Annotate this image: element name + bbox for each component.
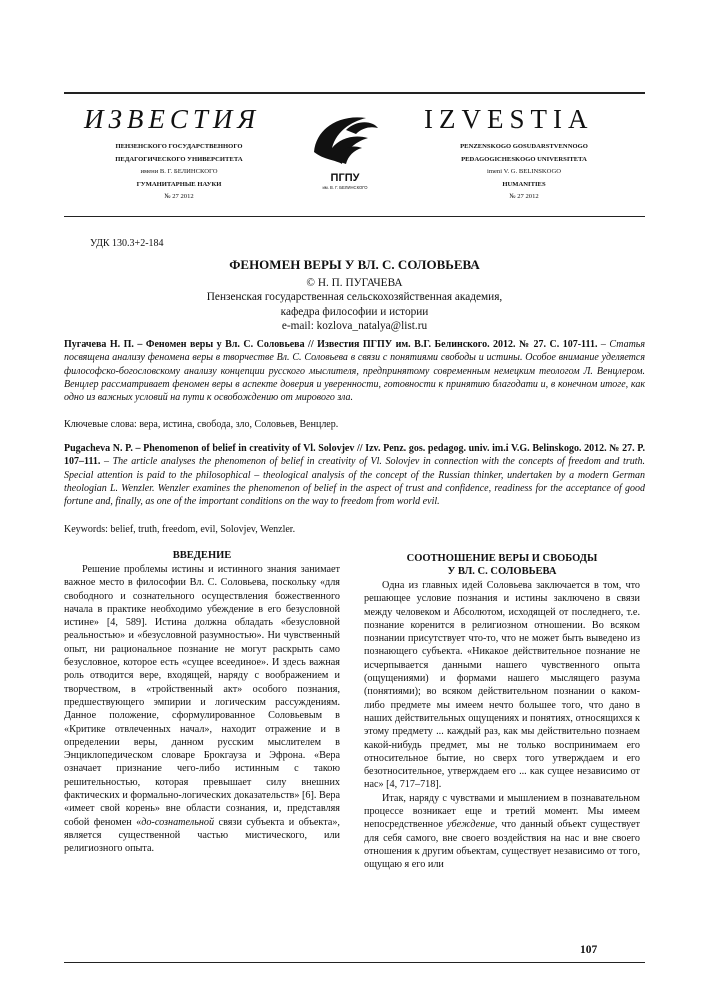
article-title: ФЕНОМЕН ВЕРЫ У ВЛ. С. СОЛОВЬЕВА [229, 257, 480, 272]
header-top-rule [64, 92, 645, 94]
section-heading-faith-freedom: СООТНОШЕНИЕ ВЕРЫ И СВОБОДЫ У ВЛ. С. СОЛОВЬЕВА [406, 553, 598, 577]
masthead-line: HUMANITIES [502, 180, 546, 188]
udk-code: УДК 130.3+2-184 [90, 238, 164, 249]
affiliation-line: кафедра философии и истории [280, 305, 429, 318]
masthead-line: imeni V. G. BELINSKOGO [487, 168, 561, 175]
masthead-title-en: IZVESTIA [424, 104, 594, 134]
university-logo [306, 108, 384, 192]
masthead-line: PENZENSKOGO GOSUDARSTVENNOGO [460, 143, 588, 150]
abstract-text-ru: – Статья посвящена анализу феномена веры в творчестве Вл. С. Соловьева в связи с понятиями свободы и истины. Особое внимание уделяется философско-богословскому анализу концепции русского мыслителя, предпринятому современным немецким теологом Л. Венцлером. Венцлер рассматривает феномен веры в аспекте доверия и уверенности, готовности к принятию благодати и, в конечном итоге, как одно из важных условий на пути к освобождению от мирового зла. [64, 339, 645, 404]
masthead-issue: № 27 2012 [509, 193, 539, 200]
abstract-russian [64, 338, 645, 404]
abstract-citation-ru: Пугачева Н. П. – Феномен веры у Вл. С. Соловьева // Известия ПГПУ им. В.Г. Белинского. 2012. № 27. С. 107-111. [64, 339, 598, 350]
masthead-english [424, 104, 624, 204]
logo-text: ПГПУ [330, 172, 360, 184]
masthead-line: имени В. Г. БЕЛИНСКОГО [140, 168, 218, 175]
swan-emblem-icon [306, 108, 384, 192]
paragraph: Итак, наряду с чувствами и мышлением в познавательном процессе возникает еще и третий момент. Мы имеем непосредственное убеждение, что данный объект существует для себя самого, вне своего воздействия на нас и вне своего отношения к другим объектам, существует независимо от того, ощущаю я его или [364, 792, 640, 871]
abstract-citation-en: Pugacheva N. P. – Phenomenon of belief in creativity of Vl. Solovjev // Izv. Penz. gos. pedagog. univ. im.i V.G. Belinskogo. 2012. № 27. P. 107–111. [64, 443, 645, 468]
abstract-text-en: – The article analyses the phenomenon of belief in creativity of Vl. Solovjev in connection with the concepts of freedom and truth. Special attention is paid to the philosophical – theological analysis of the concept of the Russian thinker, undertaken by a modern German theologian L. Wenzler. Wenzler examines the phenomenon of belief in the aspect of trust and confidence, readiness for the acceptance of good fortune and, finally, as one of the important conditions on the way to freedom from world evil. [64, 456, 645, 508]
emphasis: убеждение [447, 819, 495, 831]
author-name: © Н. П. ПУГАЧЕВА [306, 277, 403, 289]
masthead-line: PEDAGOGICHESKOGO UNIVERSITETA [461, 155, 587, 163]
header-bottom-rule [64, 216, 645, 217]
keywords-russian: Ключевые слова: вера, истина, свобода, зло, Соловьев, Венцлер. [64, 419, 339, 430]
affiliation-line: Пензенская государственная сельскохозяйственная академия, [206, 291, 503, 304]
masthead-line: ПЕНЗЕНСКОГО ГОСУДАРСТВЕННОГО [115, 143, 243, 150]
keywords-english: Keywords: belief, truth, freedom, evil, Solovjev, Wenzler. [64, 524, 296, 535]
right-column [364, 549, 640, 872]
logo-subtext: им. В. Г. БЕЛИНСКОГО [322, 185, 368, 190]
author-block [64, 276, 645, 334]
masthead-line: ПЕДАГОГИЧЕСКОГО УНИВЕРСИТЕТА [115, 155, 243, 163]
masthead-line: ГУМАНИТАРНЫЕ НАУКИ [136, 180, 222, 188]
masthead-issue: № 27 2012 [164, 193, 194, 200]
author-email: e-mail: kozlova_natalya@list.ru [281, 320, 428, 333]
section-heading-introduction: ВВЕДЕНИЕ [172, 550, 232, 561]
paragraph: Одна из главных идей Соловьева заключается в том, что решающее условие познания и истины заключено в связи между человеком и Абсолютом, исходящей от последнего, т.е. познание коренится в религиозном отношении. Во всяком познании присутствует что-то, что не может быть выведено из познающего субъекта. «Никакое действительное познание не исчерпывается данными нашего чувственного опыта (ощущениями) и формами нашего мыслящего разума (понятиями); во всяком действительном познании о каком-либо предмете мы имеем нечто большее того, что дано в наших действительных ощущениях и понятиях, относящихся к этому предмету ... каждый раз, как мы действительно познаем какой-нибудь предмет, мы не только воспринимаем его относительное бытие, но сверх того утверждаем и его безотносительное, утверждаем его ... как сущее независимо от нас» [4, 717–718]. [364, 580, 640, 791]
emphasis: до-сознательной [141, 816, 215, 828]
abstract-english [64, 442, 645, 508]
masthead-title-ru: ИЗВЕСТИЯ [84, 104, 261, 134]
left-column [64, 549, 340, 856]
footer-rule [64, 962, 645, 963]
page-number: 107 [580, 944, 598, 956]
paragraph: Решение проблемы истины и истинного знания занимает важное место в философии Вл. С. Соловьева, поскольку «для свободного и сознательного осуществления божественного начала в практике необходимо убеждение в его безусловной истине» [4, 589]. Истина должна обладать «безусловной реальностью» и «безусловной разумностью». Ни чувственный опыт, ни рациональное познание не могут раскрыть само безусловное, которое есть «сущее всеединое». И здесь важная роль отводится вере, входящей, наряду с воображением и творчеством, в «тройственный акт» особого познания, предшествующего эмпирии и логическим рассуждениям. Данное положение, сформулированное Соловьевым в «Критике отвлеченных начал», находит отражение и в определении веры, данном русским мыслителем в Энциклопедическом словаре Брокгауза и Эфрона. «Вера означает признание чего-либо истинным с такою решительностью, которая превышает силу внешних фактических и формально-логических доказательств» [6]. Вера «имеет свой корень» вне области сознания, и, представляя собой феномен «до-сознательной связи субъекта и объекта», является существенной частью мистического, или религиозного опыта. [64, 564, 340, 855]
masthead-russian [84, 104, 274, 204]
